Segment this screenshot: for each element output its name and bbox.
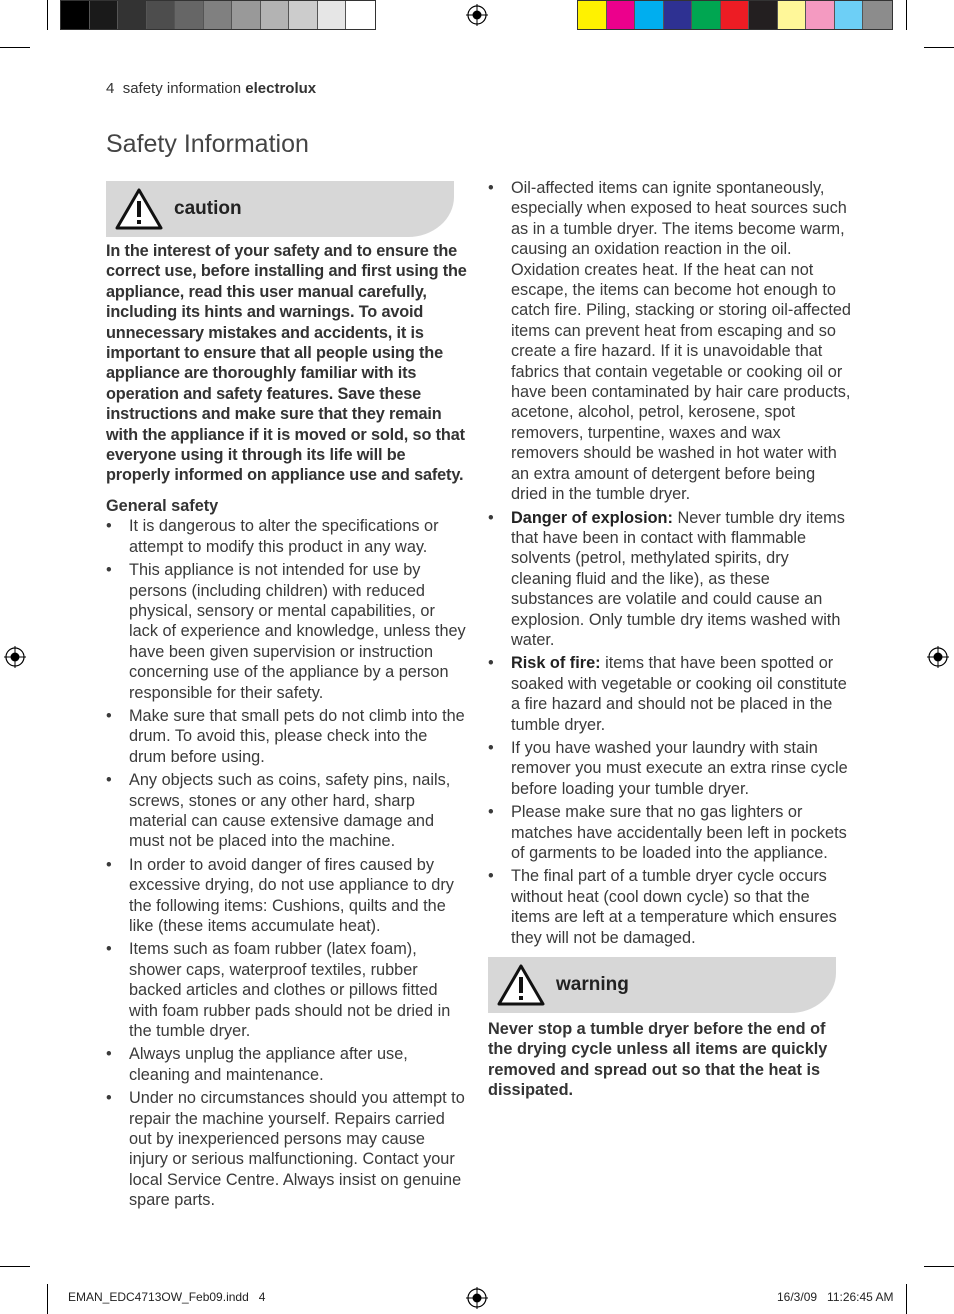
item-lead: Risk of fire:	[511, 654, 601, 673]
color-swatch	[147, 1, 176, 29]
page-title: Safety Information	[106, 130, 309, 158]
color-swatch	[289, 1, 318, 29]
list-item: • It is dangerous to alter the specifications or attempt to modify this product in any way.	[106, 516, 468, 557]
item-text: The final part of a tumble dryer cycle occurs without heat (cool down cycle) so that the items are left at a temperature which ensures they will not be damaged.	[511, 867, 837, 947]
item-text: Please make sure that no gas lighters or matches have accidentally been left in pockets of garments to be loaded into the appliance.	[511, 803, 847, 862]
left-column	[106, 181, 468, 1214]
color-swatch	[346, 1, 375, 29]
color-swatch	[835, 1, 864, 29]
list-item	[488, 738, 853, 799]
list-item: • Always unplug the appliance after use, cleaning and maintenance.	[106, 1044, 468, 1085]
crop-mark	[906, 0, 907, 30]
caution-label: caution	[174, 197, 242, 219]
item-text: items that have been spotted or soaked with vegetable or cooking oil constitute a fire hazard and should not be placed in the tumble dryer.	[511, 654, 847, 734]
grayscale-color-bar	[60, 0, 376, 30]
color-swatch	[61, 1, 90, 29]
fire-hazard-list	[488, 178, 853, 948]
registration-mark-icon	[466, 1287, 488, 1309]
registration-mark-icon	[927, 646, 949, 668]
footer-timestamp: 16/3/09 11:26:45 AM	[777, 1290, 894, 1304]
color-swatch	[863, 1, 892, 29]
color-swatch	[318, 1, 347, 29]
color-swatch	[261, 1, 290, 29]
registration-mark-icon	[466, 4, 488, 26]
color-swatch	[175, 1, 204, 29]
list-item: • In order to avoid danger of fires caused by excessive drying, do not use appliance to dry the following items: Cushions, quilts and the like (these items accumulate heat).	[106, 855, 468, 937]
color-swatch	[635, 1, 664, 29]
footer-filename: EMAN_EDC4713OW_Feb09.indd 4	[68, 1290, 266, 1304]
page-number: 4	[106, 80, 115, 97]
crop-mark	[0, 47, 30, 48]
crop-mark	[47, 1284, 48, 1314]
caution-intro: In the interest of your safety and to ensure the correct use, before installing and first using the appliance, read this user manual carefully, including its hints and warnings. To avoid unnecessary mistakes and accidents, it is important to ensure that all people using the appliance are thoroughly familiar with its operation and safety features. Save these instructions and make sure that they remain with the appliance if it is moved or sold, so that everyone using it through its life will be properly informed on appliance use and safety.	[106, 242, 467, 485]
color-swatch	[692, 1, 721, 29]
caution-box	[106, 181, 468, 486]
color-swatch	[118, 1, 147, 29]
list-item	[488, 178, 853, 505]
item-text: Oil-affected items can ignite spontaneously, especially when exposed to heat sources such as in a tumble dryer. The items become warm, causing an oxidation reaction in the oil. Oxidation creates heat. If the heat can not escape, the items can become hot enough to catch fire. Piling, stacking or storing oil-affected items can prevent heat from escaping and so create a fire hazard. If it is unavoidable that fabrics that contain vegetable or cooking oil or have been contaminated by hair care products, acetone, alcohol, petrol, kerosene, spot removers, turpentine, waxes and wax removers should be washed in hot water with an extra amount of detergent before being dried in the tumble dryer.	[511, 179, 851, 504]
list-item	[488, 802, 853, 863]
section-name: safety information	[122, 80, 242, 97]
warning-triangle-icon	[114, 187, 164, 231]
color-swatch	[578, 1, 607, 29]
warning-box	[488, 957, 853, 1101]
item-lead: Danger of explosion:	[511, 508, 673, 527]
crop-mark	[924, 47, 954, 48]
list-item: • Any objects such as coins, safety pins, nails, screws, stones or any other hard, sharp material can cause extensive damage and must not be placed into the machine.	[106, 770, 468, 852]
list-item	[488, 866, 853, 948]
crop-mark	[47, 0, 48, 30]
color-swatch	[607, 1, 636, 29]
list-item: • This appliance is not intended for use by persons (including children) with reduced physical, sensory or mental capabilities, or lack of experience and knowledge, unless they have been given supervision or instruction concerning use of the appliance by a person responsible for their safety.	[106, 560, 468, 703]
crop-mark	[906, 1284, 907, 1314]
list-item: • Make sure that small pets do not climb into the drum. To avoid this, please check into the drum before using.	[106, 706, 468, 767]
process-color-bar	[577, 0, 893, 30]
color-swatch	[90, 1, 119, 29]
warning-banner	[488, 957, 836, 1013]
list-item: • Items such as foam rubber (latex foam), shower caps, waterproof textiles, rubber backed articles and clothes or pillows fitted with foam rubber pads should not be dried in the tumble dryer.	[106, 939, 468, 1041]
general-safety-list	[106, 516, 468, 1210]
list-item: • Under no circumstances should you attempt to repair the machine yourself. Repairs carried out by inexperienced persons may cause injury or serious malfunctioning. Contact your local Service Centre. Always insist on genuine spare parts.	[106, 1088, 468, 1210]
registration-mark-icon	[4, 646, 26, 668]
warning-text: Never stop a tumble dryer before the end of the drying cycle unless all items are quickly removed and spread out so that the heat is dissipated.	[488, 1020, 828, 1100]
item-text: If you have washed your laundry with stain remover you must execute an extra rinse cycle before loading your tumble dryer.	[511, 738, 848, 798]
running-head	[106, 80, 316, 97]
crop-mark	[0, 1266, 30, 1267]
color-swatch	[721, 1, 750, 29]
item-text: Never tumble dry items that have been in contact with flammable solvents (petrol, methylated spirits, dry cleaning fluid and the like), as these substances are volatile and could cause an explosion. Only tumble dry items washed with water.	[511, 508, 845, 649]
color-swatch	[778, 1, 807, 29]
right-column	[488, 178, 853, 1101]
color-swatch	[806, 1, 835, 29]
brand-name: electrolux	[245, 80, 317, 97]
color-swatch	[749, 1, 778, 29]
crop-mark	[924, 1266, 954, 1267]
general-safety-heading: General safety	[106, 496, 219, 515]
color-swatch	[204, 1, 233, 29]
warning-label: warning	[556, 973, 629, 995]
color-swatch	[232, 1, 261, 29]
caution-banner	[106, 181, 454, 237]
color-swatch	[664, 1, 693, 29]
list-item	[488, 508, 853, 651]
warning-triangle-icon	[496, 963, 546, 1007]
list-item	[488, 653, 853, 735]
